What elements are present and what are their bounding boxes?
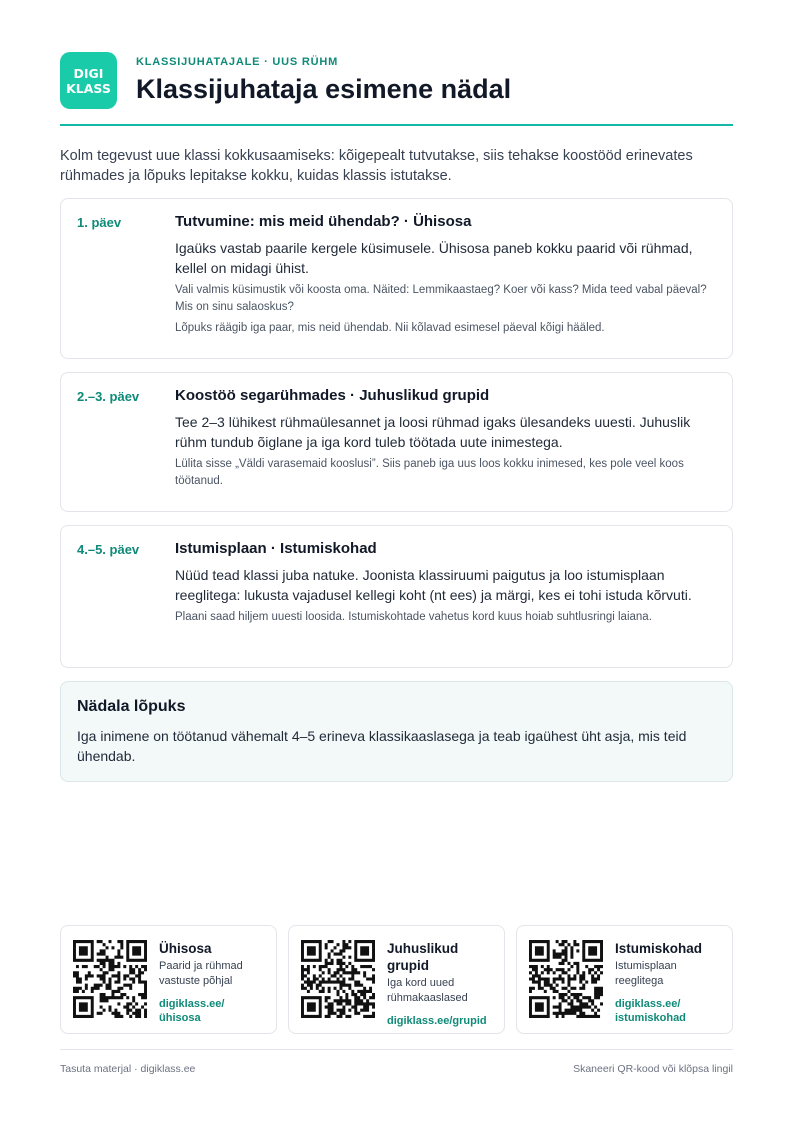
qr-card-istumiskohad[interactable] xyxy=(516,925,733,1034)
qr-code-icon[interactable] xyxy=(73,940,147,1018)
day-description: Tee 2–3 lühikest rühmaülesannet ja loosi rühmad igaks ülesandeks uuesti. Juhuslik rühm tundub õiglane ja iga kord tuleb töötada uute inimestega. xyxy=(175,414,691,450)
day-note: Vali valmis küsimustik või koosta oma. Näited: Lemmikaastaeg? Koer või kass? Mida teed vabal päeval? Mis on sinu salaoskus? xyxy=(175,284,707,313)
footer-divider xyxy=(60,1049,733,1050)
qr-title: Istumiskohad xyxy=(615,941,703,956)
qr-code-icon[interactable] xyxy=(529,940,603,1018)
logo-line-2: KLASS xyxy=(66,80,111,96)
day-label: 1. päev xyxy=(77,215,122,230)
qr-description: Istumisplaan reeglitega xyxy=(615,960,677,987)
qr-title: Ühisosa xyxy=(159,941,212,956)
qr-link[interactable]: digiklass.ee/ istumiskohad xyxy=(615,998,686,1024)
intro-text: Kolm tegevust uue klassi kokkusaamiseks: kõigepealt tutvutakse, siis tehakse koostööd erinevates rühmades ja lõpuks lepitakse kokku, kuidas klassis istutakse. xyxy=(60,148,693,184)
day-description: Igaüks vastab paarile kergele küsimusele. Ühisosa paneb kokku paarid või rühmad, kellel on midagi ühist. xyxy=(175,240,693,276)
day-title: Koostöö segarühmades · Juhuslikud grupid xyxy=(175,387,490,404)
day-card-2 xyxy=(60,372,733,512)
qr-link[interactable]: digiklass.ee/grupid xyxy=(387,1015,487,1027)
qr-card-uhisosa[interactable] xyxy=(60,925,277,1034)
page-header xyxy=(60,52,733,126)
eyebrow-label: KLASSIJUHATAJALE · UUS RÜHM xyxy=(136,56,339,68)
qr-card-grupid[interactable] xyxy=(288,925,505,1034)
day-note: Lülita sisse „Väldi varasemaid kooslusi”. Siis paneb iga uus loos kokku inimesed, kes pole veel koos töötanud. xyxy=(175,458,684,487)
day-description: Nüüd tead klassi juba natuke. Joonista klassiruumi paigutus ja loo istumisplaan reeglitega: lukusta vajadusel kellegi koht (nt ees) ja märgi, kes ei tohi istuda kõrvuti. xyxy=(175,567,692,603)
day-title: Tutvumine: mis meid ühendab? · Ühisosa xyxy=(175,213,472,230)
digiklass-logo xyxy=(60,52,117,109)
day-label: 4.–5. päev xyxy=(77,542,140,557)
qr-description: Iga kord uued rühmakaaslased xyxy=(387,977,468,1004)
day-note: Plaani saad hiljem uuesti loosida. Istumiskohtade vahetus kord kuus hoiab suhtlusringi laiana. xyxy=(175,611,652,623)
qr-link[interactable]: digiklass.ee/ ühisosa xyxy=(159,998,225,1024)
summary-title: Nädala lõpuks xyxy=(77,698,186,715)
logo-line-1: DIGI xyxy=(73,65,104,81)
page-title: Klassijuhataja esimene nädal xyxy=(136,74,512,104)
day-title: Istumisplaan · Istumiskohad xyxy=(175,540,377,557)
summary-text: Iga inimene on töötanud vähemalt 4–5 erineva klassikaaslasega ja teab igaühest üht asja, mis teid ühendab. xyxy=(77,728,687,764)
day-note: Lõpuks räägib iga paar, mis neid ühendab. Nii kõlavad esimesel päeval kõigi hääled. xyxy=(175,322,605,334)
day-label: 2.–3. päev xyxy=(77,389,140,404)
week-summary xyxy=(60,681,733,782)
day-card-3 xyxy=(60,525,733,668)
footer-left-text: Tasuta materjal · digiklass.ee xyxy=(60,1063,196,1075)
day-card-1 xyxy=(60,198,733,359)
qr-title: Juhuslikud grupid xyxy=(387,941,459,973)
footer-right-text: Skaneeri QR-kood või klõpsa lingil xyxy=(573,1063,733,1075)
qr-code-icon[interactable] xyxy=(301,940,375,1018)
qr-description: Paarid ja rühmad vastuste põhjal xyxy=(159,960,243,987)
